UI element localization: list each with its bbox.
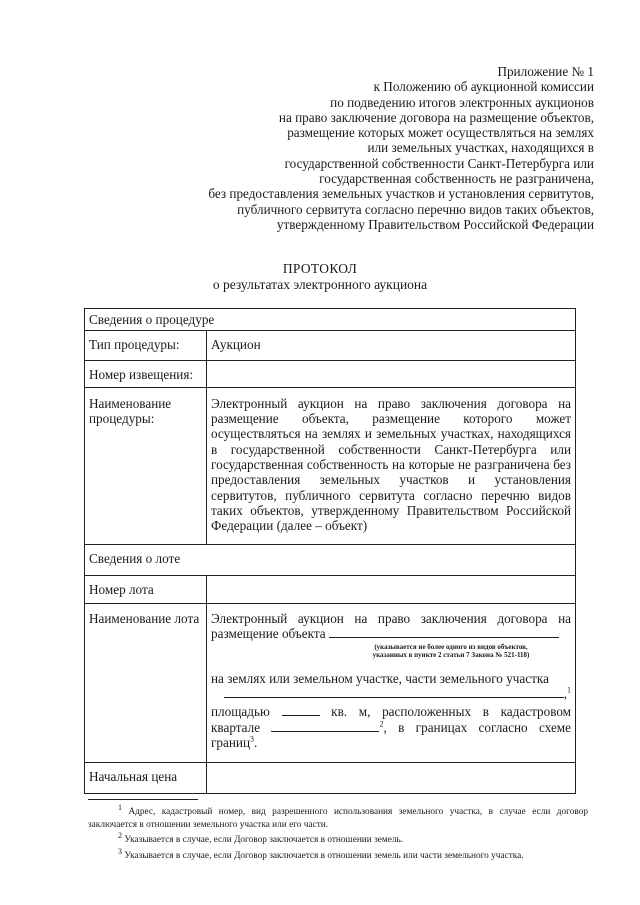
lot-area-text [211, 704, 571, 750]
procedure-type-value: Аукцион [207, 331, 576, 360]
area-text-b: кв. м, расположенных в кадастровом квартале [211, 704, 572, 735]
footnote-ref-3: 3 [250, 734, 255, 744]
header-line: без предоставления земельных участков и установления сервитутов, [208, 186, 594, 202]
procedure-type-label: Тип процедуры: [85, 331, 207, 360]
cadastral-quarter-blank [271, 721, 379, 732]
note-line: (указывается не более одного из видов объектов, [374, 642, 528, 651]
area-text-d: . [254, 734, 258, 750]
notice-number-label: Номер извещения: [85, 360, 207, 387]
header-line: публичного сервитута согласно перечню видов таких объектов, [237, 201, 594, 217]
header-line: к Положению об аукционной комиссии [373, 79, 594, 95]
lot-name-part1: Электронный аукцион на право заключения договора на размещение объекта [211, 611, 571, 642]
location-blank-line: ,$^1$ [211, 686, 571, 701]
table-row [85, 387, 576, 544]
lot-name-text [211, 611, 571, 642]
lot-name-part2: на землях или земельном участке, части земельного участка [211, 670, 549, 686]
header-line: по подведению итогов электронных аукционов [330, 94, 594, 110]
footnote-text: Указывается в случае, если Договор заключается в отношении земель или части земельного участка. [124, 850, 524, 861]
footnotes [88, 802, 588, 865]
start-price-label: Начальная цена [85, 763, 207, 793]
lot-number-label: Номер лота [85, 575, 207, 603]
footnote-3 [88, 846, 588, 863]
title-sub: о результатах электронного аукциона [212, 276, 428, 292]
notice-number-value [207, 360, 576, 387]
footnote-ref-2: 2 [379, 719, 384, 729]
title-main: ПРОТОКОЛ [282, 261, 358, 276]
footnote-mark: 3 [118, 846, 122, 856]
lot-location-text [211, 671, 571, 686]
footnote-ref-1: 1 [567, 685, 571, 695]
header-line: размещение которых может осуществляться на землях [287, 125, 594, 141]
start-price-value [207, 763, 576, 793]
table-row [85, 763, 576, 793]
object-type-blank [329, 627, 559, 638]
footnote-text: Указывается в случае, если Договор заключается в отношении земель. [124, 835, 404, 845]
lot-name-cell [207, 604, 576, 763]
footnote-mark: 1 [118, 802, 122, 812]
header-line: на право заключение договора на размещение объектов, [278, 109, 594, 125]
footnote-divider [88, 799, 198, 800]
area-blank [282, 705, 320, 716]
footnote-1 [88, 802, 588, 831]
lot-section-header: Сведения о лоте [85, 544, 576, 575]
header-line: утвержденному Правительством Российской Федерации [276, 216, 594, 232]
area-text-a: площадью [211, 704, 270, 720]
document-title [0, 261, 640, 292]
table-row [85, 575, 576, 603]
lot-name-label: Наименование лота [85, 604, 207, 763]
table-row [85, 604, 576, 763]
lot-number-value [207, 575, 576, 603]
procedure-name-label: Наименование процедуры: [85, 387, 207, 544]
table-row [85, 360, 576, 387]
footnote-mark: 2 [118, 830, 122, 840]
header-line: или земельных участках, находящихся в [367, 140, 594, 156]
footnote-2 [88, 830, 588, 847]
section-row-lot [85, 544, 576, 575]
procedure-section-header: Сведения о процедуре [85, 309, 576, 331]
section-row-procedure [85, 309, 576, 331]
location-blank [224, 687, 564, 698]
procedure-name-value: Электронный аукцион на право заключения договора на размещение объекта, размещение которого может осуществляться на землях и земельных участках, находящихся в государственной собственности Санкт-Петербурга или государственная собственность на которые не разграничена без предоставления земельных участков и установления сервитутов, публичного сервитута согласно перечню видов таких объектов, утвержденному Правительством Российской Федерации (далее – объект) [207, 387, 576, 544]
footnote-text: Адрес, кадастровый номер, вид разрешенного использования земельного участка, в случае если договор заключается в отношении земельного участка или его части. [88, 807, 588, 830]
object-type-note [211, 643, 571, 659]
header-line: Приложение № 1 [497, 64, 594, 79]
appendix-header [134, 64, 594, 232]
protocol-table [84, 308, 576, 794]
area-text-c: , в границах согласно схеме границ [211, 719, 572, 750]
note-line: указанных в пункте 2 статьи 7 Закона № 521-118) [372, 650, 530, 659]
table-row [85, 331, 576, 360]
header-line: государственная собственность не разграничена, [319, 171, 594, 187]
header-line: государственной собственности Санкт-Петербурга или [284, 155, 594, 171]
